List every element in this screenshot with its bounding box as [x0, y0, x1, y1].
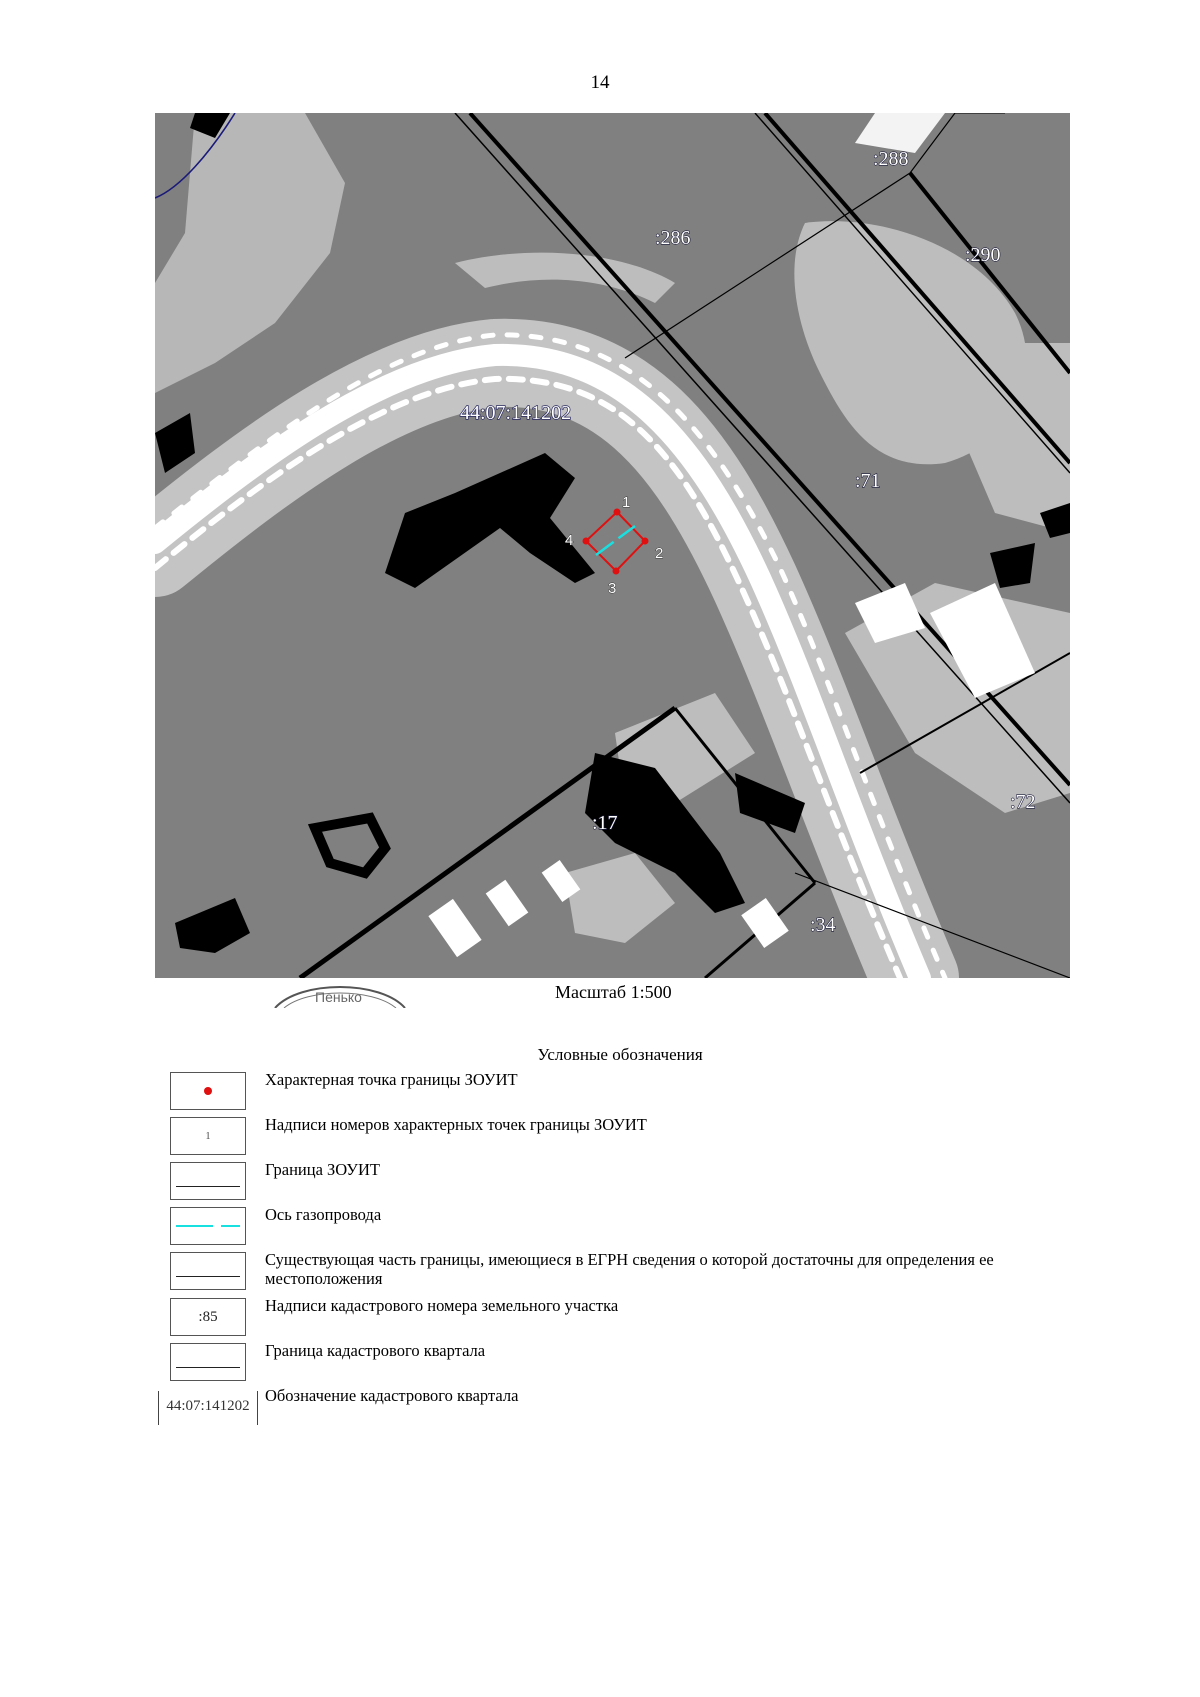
legend: [158, 1072, 1078, 1433]
legend-item: [158, 1252, 1078, 1298]
legend-symbol: [170, 1162, 246, 1200]
point-number-sample: 1: [205, 1130, 211, 1142]
legend-item: [158, 1207, 1078, 1252]
point-label-3: 3: [608, 580, 617, 597]
line-icon: [176, 1276, 240, 1277]
red-dot-icon: [204, 1087, 212, 1095]
page-number: 14: [590, 72, 610, 93]
map-canvas: [155, 113, 1070, 978]
legend-item: [158, 1343, 1078, 1388]
legend-symbol: [170, 1252, 246, 1290]
point-label-2: 2: [655, 545, 664, 562]
parcel-label-288: :288: [873, 148, 909, 170]
legend-symbol: [170, 1343, 246, 1381]
legend-item: [158, 1298, 1078, 1343]
legend-label: Существующая часть границы, имеющиеся в ЕГРН сведения о которой достаточны для определения ее местоположения: [265, 1250, 994, 1288]
legend-item: [158, 1117, 1078, 1162]
parcel-label-290: :290: [965, 244, 1001, 266]
zouit-point-3: [613, 568, 620, 575]
zouit-point-1: [614, 509, 621, 516]
legend-symbol: [170, 1207, 246, 1245]
parcel-label-17: :17: [592, 812, 618, 834]
map-scale: Масштаб 1:500: [555, 982, 672, 1002]
cyan-dash-icon: [175, 1221, 241, 1231]
line-icon: [176, 1186, 240, 1187]
point-label-4: 4: [565, 532, 574, 549]
legend-label: Обозначение кадастрового квартала: [265, 1386, 519, 1405]
parcel-label-72: :72: [1010, 791, 1036, 813]
point-label-1: 1: [622, 494, 631, 511]
legend-symbol: [170, 1072, 246, 1110]
legend-label: Надписи номеров характерных точек границы ЗОУИТ: [265, 1115, 647, 1134]
cadastral-map[interactable]: [155, 113, 1070, 978]
zouit-point-4: [583, 538, 590, 545]
legend-title: Условные обозначения: [537, 1045, 703, 1064]
stamp-text: Пенько: [315, 989, 362, 1005]
line-icon: [176, 1367, 240, 1368]
legend-label: Граница кадастрового квартала: [265, 1341, 486, 1360]
legend-label: Надписи кадастрового номера земельного участка: [265, 1296, 619, 1315]
legend-symbol: [170, 1117, 246, 1155]
stamp: [270, 978, 410, 1008]
quarter-number-sample: 44:07:141202: [158, 1391, 258, 1425]
legend-label: Характерная точка границы ЗОУИТ: [265, 1070, 518, 1089]
legend-item: [158, 1072, 1078, 1117]
legend-symbol: [170, 1298, 246, 1336]
legend-item: [158, 1162, 1078, 1207]
parcel-label-286: :286: [655, 227, 691, 249]
parcel-label-34: :34: [810, 914, 836, 936]
cadastral-number-sample: :85: [198, 1308, 218, 1325]
quarter-label: 44:07:141202: [460, 402, 572, 424]
legend-label: Граница ЗОУИТ: [265, 1160, 380, 1179]
parcel-label-71: :71: [855, 470, 881, 492]
legend-label: Ось газопровода: [265, 1205, 382, 1224]
legend-item: [158, 1388, 1078, 1433]
zouit-point-2: [642, 538, 649, 545]
